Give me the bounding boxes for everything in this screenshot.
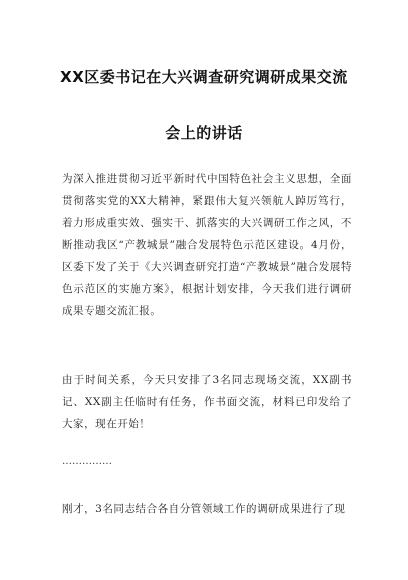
section-separator: …………… (62, 456, 112, 467)
document-title-line-2: 会上的讲话 (165, 124, 243, 142)
intro-paragraph: 为深入推进贯彻习近平新时代中国特色社会主义思想，全面贯彻落实党的XX大精神，紧跟伟大复兴领航人踔厉笃行，着力形成重实效、强实干、抓落实的大兴调研工作之风，不断推动我区“产教城景”融合发展特色示范区建设。4月份，区委下发了关于《大兴调查研究打造“产教城景”融合发展特色示范区的实施方案》，根据计划安排，今天我们进行调研成果专题交流汇报。 (62, 173, 352, 317)
schedule-paragraph: 由于时间关系，今天只安排了3名同志现场交流，XX副书记、XX副主任临时有任务，作书面交流，材料已印发给了大家，现在开始！ (62, 374, 352, 430)
closing-paragraph: 刚才，3名同志结合各自分管领域工作的调研成果进行了现 (62, 503, 346, 515)
document-title-line-1: XX区委书记在大兴调查研究调研成果交流 (60, 68, 348, 86)
